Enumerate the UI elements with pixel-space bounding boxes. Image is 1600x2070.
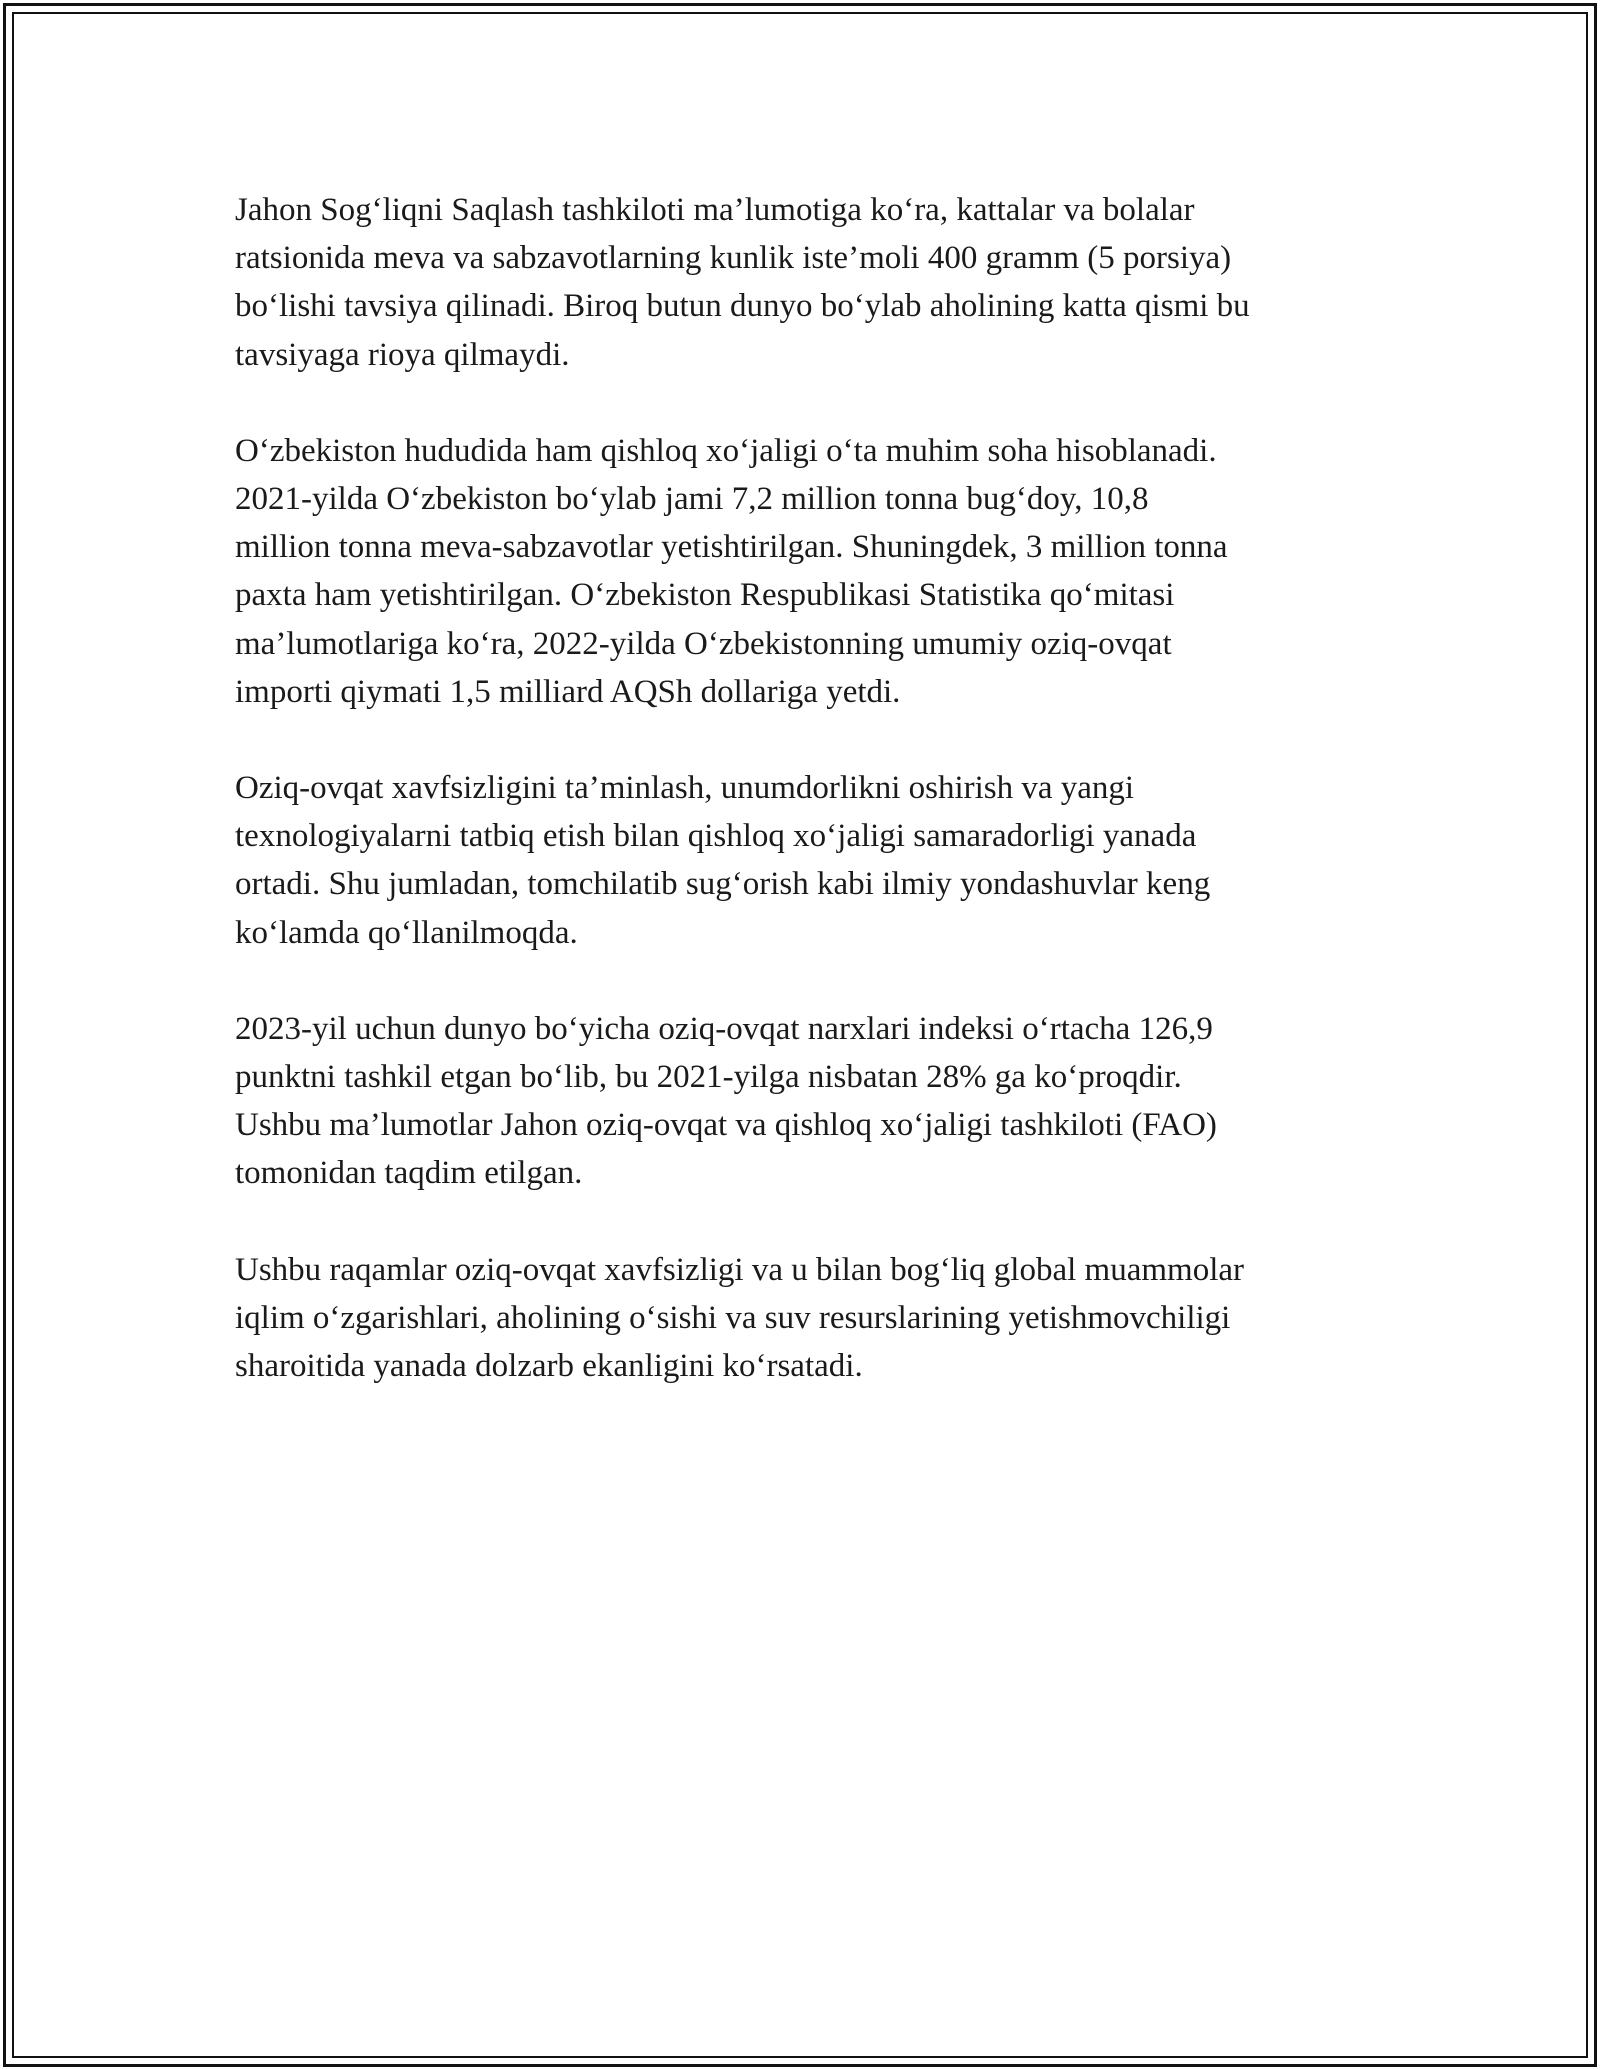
paragraph-line: 2023-yil uchun dunyo bo‘yicha oziq-ovqat narxlari indeksi o‘rtacha 126,9 (235, 1010, 1213, 1047)
paragraph-line: Oziq-ovqat xavfsizligini ta’minlash, unumdorlikni oshirish va yangi (235, 770, 1135, 807)
paragraph-line: ma’lumotlariga ko‘ra, 2022-yilda O‘zbekistonning umumiy oziq-ovqat (235, 625, 1172, 662)
document-body (235, 186, 1385, 1438)
paragraph-who-recommendation (235, 186, 1385, 379)
paragraph-line: importi qiymati 1,5 milliard AQSh dollariga yetdi. (235, 673, 901, 710)
paragraph-line: O‘zbekiston hududida ham qishloq xo‘jaligi o‘ta muhim soha hisoblanadi. (235, 432, 1217, 469)
paragraph-line: iqlim o‘zgarishlari, aholining o‘sishi va suv resurslarining yetishmovchiligi (235, 1299, 1231, 1336)
paragraph-line: million tonna meva-sabzavotlar yetishtirilgan. Shuningdek, 3 million tonna (235, 529, 1228, 566)
paragraph-line: ko‘lamda qo‘llanilmoqda. (235, 914, 578, 951)
paragraph-fao-price-index (235, 1005, 1385, 1198)
paragraph-line: texnologiyalarni tatbiq etish bilan qishloq xo‘jaligi samaradorligi yanada (235, 818, 1197, 855)
paragraph-line: ratsionida meva va sabzavotlarning kunlik iste’moli 400 gramm (5 porsiya) (235, 240, 1232, 277)
paragraph-line: punktni tashkil etgan bo‘lib, bu 2021-yilga nisbatan 28% ga ko‘proqdir. (235, 1059, 1182, 1096)
paragraph-line: Ushbu raqamlar oziq-ovqat xavfsizligi va u bilan bog‘liq global muammolar (235, 1251, 1244, 1288)
paragraph-line: Jahon Sog‘liqni Saqlash tashkiloti ma’lumotiga ko‘ra, kattalar va bolalar (235, 192, 1195, 228)
paragraph-food-security (235, 764, 1385, 957)
paragraph-line: paxta ham yetishtirilgan. O‘zbekiston Respublikasi Statistika qo‘mitasi (235, 577, 1175, 614)
paragraph-line: ortadi. Shu jumladan, tomchilatib sug‘orish kabi ilmiy yondashuvlar keng (235, 866, 1211, 903)
paragraph-uzbekistan-agriculture (235, 427, 1385, 716)
paragraph-line: sharoitida yanada dolzarb ekanligini ko‘rsatadi. (235, 1348, 863, 1385)
paragraph-line: bo‘lishi tavsiya qilinadi. Biroq butun dunyo bo‘ylab aholining katta qismi bu (235, 288, 1250, 325)
paragraph-line: 2021-yilda O‘zbekiston bo‘ylab jami 7,2 million tonna bug‘doy, 10,8 (235, 481, 1149, 518)
paragraph-conclusion (235, 1246, 1385, 1391)
paragraph-line: tavsiyaga rioya qilmaydi. (235, 336, 570, 373)
paragraph-line: tomonidan taqdim etilgan. (235, 1155, 583, 1192)
paragraph-line: Ushbu ma’lumotlar Jahon oziq-ovqat va qishloq xo‘jaligi tashkiloti (FAO) (235, 1107, 1217, 1144)
